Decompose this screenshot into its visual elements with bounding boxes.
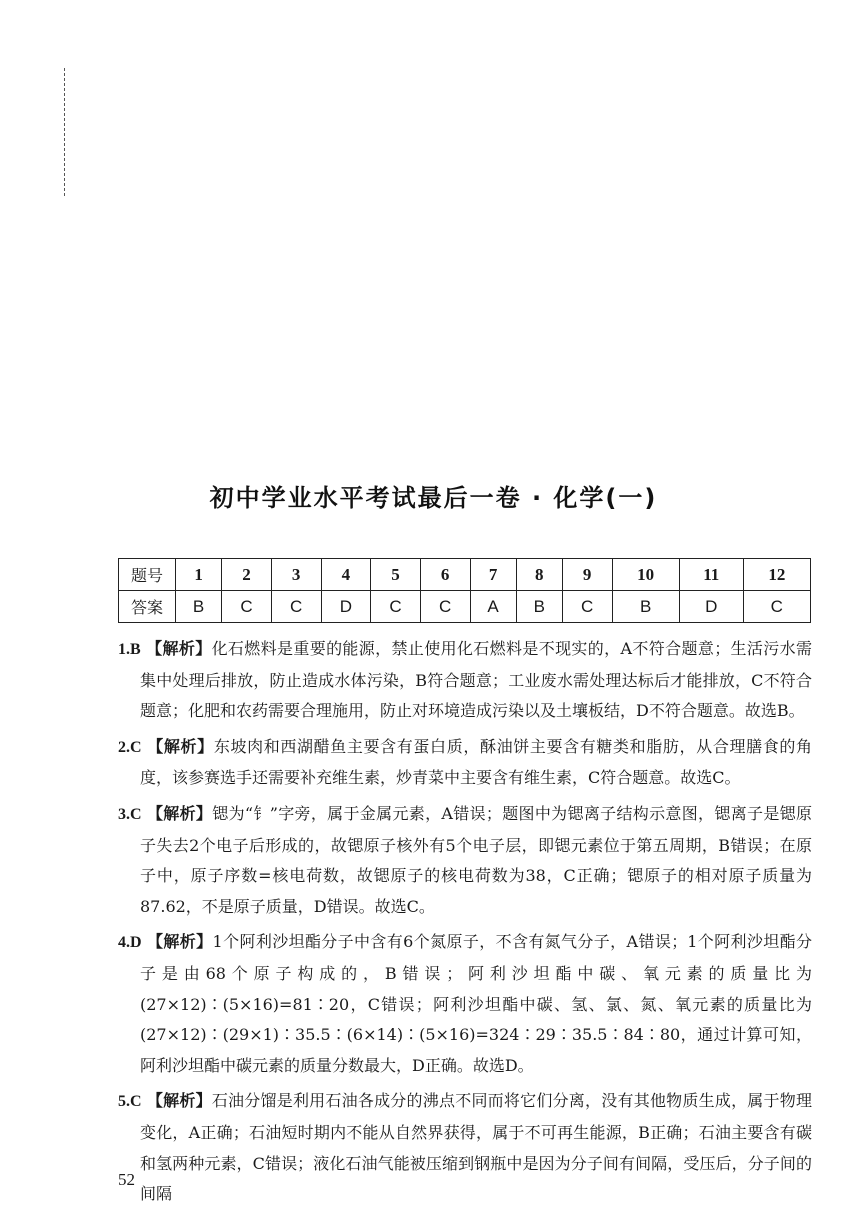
page-title: 初中学业水平考试最后一卷 · 化学(一)	[209, 484, 658, 512]
explanation-text: 石油分馏是利用石油各成分的沸点不同而将它们分离，没有其他物质生成，属于物理变化，A正确；石油短时期内不能从自然界获得，属于不可再生能源，B正确；石油主要含有碳和氢两种元素，C错误；液化石油气能被压缩到钢瓶中是因为分子间有间隔，受压后，分子间的间隔	[140, 1091, 812, 1204]
explanation-text: 化石燃料是重要的能源，禁止使用化石燃料是不现实的，A不符合题意；生活污水需集中处理后排放，防止造成水体污染，B符合题意；工业废水需处理达标后才能排放，C不符合题意；化肥和农药需要合理施用，防止对环境造成污染以及土壤板结，D不符合题意。故选B。	[140, 639, 812, 721]
question-number-cell: 12	[743, 559, 810, 591]
analysis-tag: 【解析】	[147, 932, 213, 952]
answer-row	[119, 591, 811, 623]
explanation-text: 东坡肉和西湖醋鱼主要含有蛋白质，酥油饼主要含有糖类和脂肪，从合理膳食的角度，该参赛选手还需要补充维生素，炒青菜中主要含有维生素，C符合题意。故选C。	[140, 736, 812, 788]
explanation-item-4	[118, 927, 812, 1081]
analysis-tag: 【解析】	[146, 803, 213, 823]
answer-table	[118, 558, 811, 623]
analysis-tag: 【解析】	[146, 1091, 212, 1111]
explanation-text: 1个阿利沙坦酯分子中含有6个氮原子，不含有氮气分子，A错误；1个阿利沙坦酯分子是由68个原子构成的，B错误；阿利沙坦酯中碳、氧元素的质量比为(27×12)∶(5×16)=81∶20，C错误；阿利沙坦酯中碳、氢、氯、氮、氧元素的质量比为(27×12)∶(29×1)∶35.5∶(6×14)∶(5×16)=324∶29∶35.5∶84∶80，通过计算可知，阿利沙坦酯中碳元素的质量分数最大，D正确。故选D。	[140, 932, 812, 1075]
question-number-cell: 1	[176, 559, 222, 591]
explanation-item-2	[118, 732, 812, 794]
answer-header: 答案	[119, 591, 176, 623]
question-answer-label: 3.C	[118, 805, 142, 823]
analysis-tag: 【解析】	[146, 639, 212, 658]
answer-cell: D	[321, 591, 371, 623]
answer-cell: B	[516, 591, 562, 623]
explanation-item-3	[118, 799, 812, 922]
question-number-cell: 3	[271, 559, 321, 591]
answer-cell: B	[176, 591, 222, 623]
question-answer-label: 2.C	[118, 738, 142, 756]
question-number-cell: 10	[612, 559, 679, 591]
answer-cell: D	[679, 591, 743, 623]
answer-cell: B	[612, 591, 679, 623]
analysis-tag: 【解析】	[147, 736, 214, 756]
page-number: 52	[118, 1170, 135, 1189]
explanations-section	[118, 634, 812, 1215]
question-number-header: 题号	[119, 559, 176, 591]
answer-cell: C	[743, 591, 810, 623]
question-number-cell: 11	[679, 559, 743, 591]
question-number-cell: 4	[321, 559, 371, 591]
explanation-text: 锶为“钅”字旁，属于金属元素，A错误；题图中为锶离子结构示意图，锶离子是锶原子失去2个电子后形成的，故锶原子核外有5个电子层，即锶元素位于第五周期，B错误；在原子中，原子序数=核电荷数，故锶原子的核电荷数为38，C正确；锶原子的相对原子质量为87.62，不是原子质量，D错误。故选C。	[140, 803, 812, 916]
answer-cell: C	[420, 591, 470, 623]
question-number-cell: 6	[420, 559, 470, 591]
binding-margin-line	[64, 68, 65, 196]
answer-cell: C	[371, 591, 421, 623]
question-number-cell: 2	[222, 559, 272, 591]
answer-cell: A	[470, 591, 516, 623]
question-number-row	[119, 559, 811, 591]
answer-cell: C	[562, 591, 612, 623]
question-answer-label: 1.B	[118, 641, 141, 658]
explanation-item-1	[118, 634, 812, 727]
question-number-cell: 8	[516, 559, 562, 591]
question-number-cell: 5	[371, 559, 421, 591]
answer-cell: C	[271, 591, 321, 623]
question-answer-label: 5.C	[118, 1093, 142, 1111]
question-number-cell: 7	[470, 559, 516, 591]
question-number-cell: 9	[562, 559, 612, 591]
explanation-item-5	[118, 1086, 812, 1209]
answer-cell: C	[222, 591, 272, 623]
question-answer-label: 4.D	[118, 934, 142, 952]
